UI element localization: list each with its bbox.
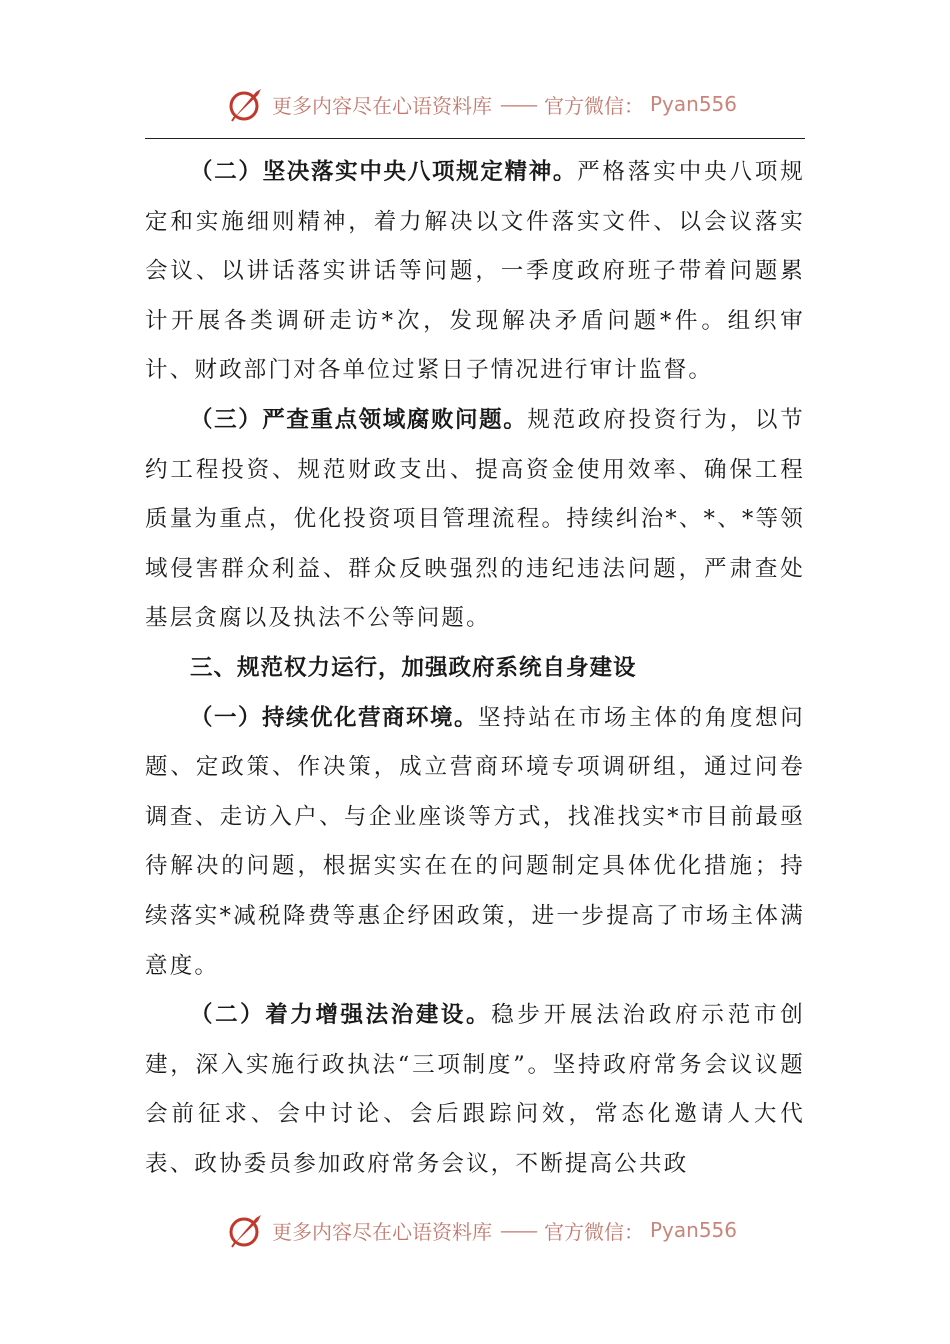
paragraph-2 <box>145 396 805 644</box>
header-banner <box>226 82 737 126</box>
paragraph-1 <box>145 148 805 396</box>
paragraph-3-lead: （一）持续优化营商环境。 <box>190 704 478 731</box>
paragraph-4 <box>145 991 805 1189</box>
paragraph-1-text: 严格落实中央八项规定和实施细则精神，着力解决以文件落实文件、以会议落实会议、以讲话落实讲话等问题，一季度政府班子带着问题累计开展各类调研走访*次，发现解决矛盾问题*件。组织审计、财政部门对各单位过紧日子情况进行审计监督。 <box>145 159 805 384</box>
banner-text: 更多内容尽在心语资料库 <box>272 93 492 118</box>
paragraph-4-lead: （二）着力增强法治建设。 <box>190 1002 492 1029</box>
footer-official-label: 官方微信： <box>544 1219 644 1244</box>
paragraph-1-lead: （二）坚决落实中央八项规定精神。 <box>190 159 578 185</box>
banner-official-label: 官方微信： <box>544 93 644 118</box>
paragraph-2-text: 规范政府投资行为，以节约工程投资、规范财政支出、提高资金使用效率、确保工程质量为重点，优化投资项目管理流程。持续纠治*、*、*等领域侵害群众利益、群众反映强烈的违纪违法问题，严肃查处基层贪腐以及执法不公等问题。 <box>145 406 805 632</box>
paragraph-3 <box>145 694 805 992</box>
footer-handle: Pyan556 <box>650 1218 738 1242</box>
header-rule <box>145 138 805 139</box>
document-body <box>145 148 805 1189</box>
banner-handle: Pyan556 <box>650 92 738 116</box>
quill-logo-icon <box>226 1210 266 1250</box>
footer-banner-dash: —— <box>500 1218 536 1242</box>
paragraph-2-lead: （三）严查重点领域腐败问题。 <box>190 406 528 433</box>
banner-dash: —— <box>500 92 536 116</box>
paragraph-3-text: 坚持站在市场主体的角度想问题、定政策、作决策，成立营商环境专项调研组，通过问卷调查、走访入户、与企业座谈等方式，找准找实*市目前最亟待解决的问题，根据实实在在的问题制定具体优化措施；持续落实*减税降费等惠企纾困政策，进一步提高了市场主体满意度。 <box>145 704 805 979</box>
section-heading: 三、规范权力运行，加强政府系统自身建设 <box>190 654 637 681</box>
paragraph-4-text: 稳步开展法治政府示范市创建，深入实施行政执法“三项制度”。坚持政府常务会议议题会前征求、会中讨论、会后跟踪问效，常态化邀请人大代表、政协委员参加政府常务会议，不断提高公共政 <box>145 1002 805 1177</box>
quill-logo-icon <box>226 84 266 124</box>
footer-banner-text: 更多内容尽在心语资料库 <box>272 1219 492 1244</box>
footer-banner <box>226 1208 737 1252</box>
